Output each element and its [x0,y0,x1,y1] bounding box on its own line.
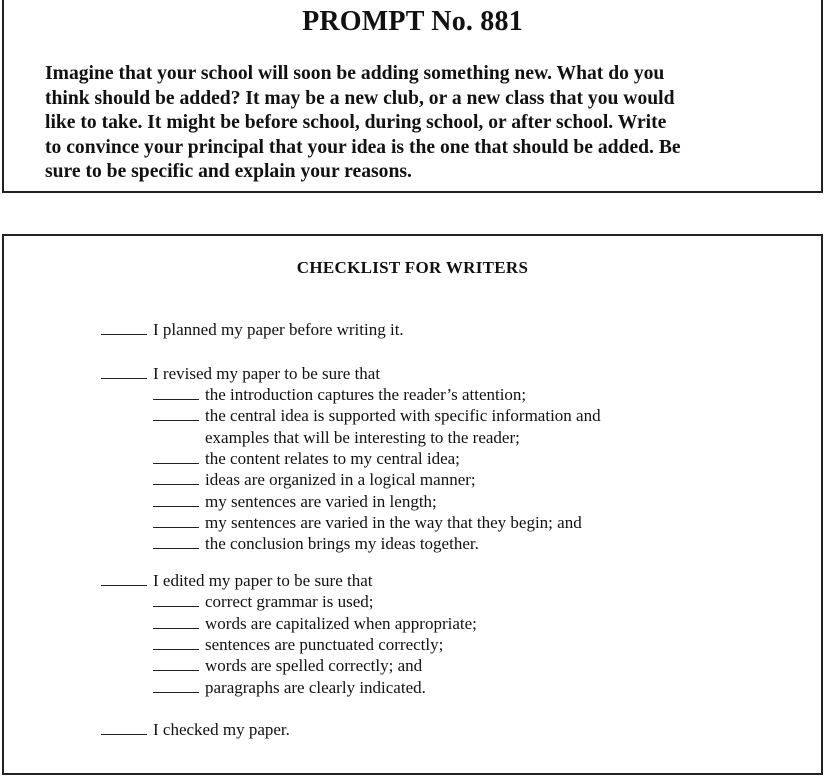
checkbox-blank[interactable] [153,492,199,507]
revised-subitem-continuation: examples that will be interesting to the reader; [205,428,520,447]
checklist-item-edited [101,570,373,591]
prompt-text [45,62,780,185]
revised-subitem [153,448,460,469]
checklist-title: CHECKLIST FOR WRITERS [296,258,529,277]
checkbox-blank[interactable] [101,720,147,735]
item-label: the conclusion brings my ideas together. [205,534,479,553]
checkbox-blank[interactable] [153,614,199,629]
prompt-box [2,0,823,193]
item-label: correct grammar is used; [205,592,374,611]
item-label: I planned my paper before writing it. [153,320,404,339]
item-label: my sentences are varied in the way that they begin; and [205,513,582,532]
checkbox-blank[interactable] [153,513,199,528]
prompt-line: sure to be specific and explain your reasons. [45,161,412,183]
checkbox-blank[interactable] [153,635,199,650]
checkbox-blank[interactable] [153,592,199,607]
checklist-item-revised [101,363,380,384]
item-label: words are capitalized when appropriate; [205,614,477,633]
item-label: words are spelled correctly; and [205,656,423,675]
prompt-line: to convince your principal that your idea is the one that should be added. Be [45,136,681,158]
edited-subitem [153,634,443,655]
item-label: the introduction captures the reader’s attention; [205,385,527,404]
checkbox-blank[interactable] [153,449,199,464]
checkbox-blank[interactable] [153,406,199,421]
edited-subitem [153,591,374,612]
revised-subitem [153,384,526,405]
checkbox-blank[interactable] [153,656,199,671]
checkbox-blank[interactable] [153,534,199,549]
checkbox-blank[interactable] [101,364,147,379]
revised-subitem [153,469,476,490]
prompt-title: PROMPT No. 881 [302,6,523,37]
checklist-box [2,234,823,775]
checklist-item-checked [101,719,290,740]
checkbox-blank[interactable] [153,385,199,400]
checkbox-blank[interactable] [153,678,199,693]
checkbox-blank[interactable] [153,470,199,485]
prompt-line: Imagine that your school will soon be adding something new. What do you [45,63,665,84]
revised-subitem [153,491,437,512]
checklist-item-planned [101,319,404,340]
checkbox-blank[interactable] [101,320,147,335]
item-label: sentences are punctuated correctly; [205,635,444,654]
item-label: the central idea is supported with specific information and [205,406,601,425]
edited-subitem [153,613,477,634]
revised-subitem [153,405,601,426]
item-label: the content relates to my central idea; [205,449,460,468]
prompt-line: think should be added? It may be a new club, or a new class that you would [45,87,675,109]
revised-subitem [153,533,479,554]
item-label: ideas are organized in a logical manner; [205,470,476,489]
checkbox-blank[interactable] [101,571,147,586]
prompt-line: like to take. It might be before school, during school, or after school. Write [45,112,667,134]
item-label: I edited my paper to be sure that [153,571,373,590]
revised-subitem [153,512,582,533]
item-label: my sentences are varied in length; [205,492,437,511]
item-label: I checked my paper. [153,720,290,739]
edited-subitem [153,655,422,676]
edited-subitem [153,677,426,698]
item-label: paragraphs are clearly indicated. [205,678,426,697]
item-label: I revised my paper to be sure that [153,364,381,383]
